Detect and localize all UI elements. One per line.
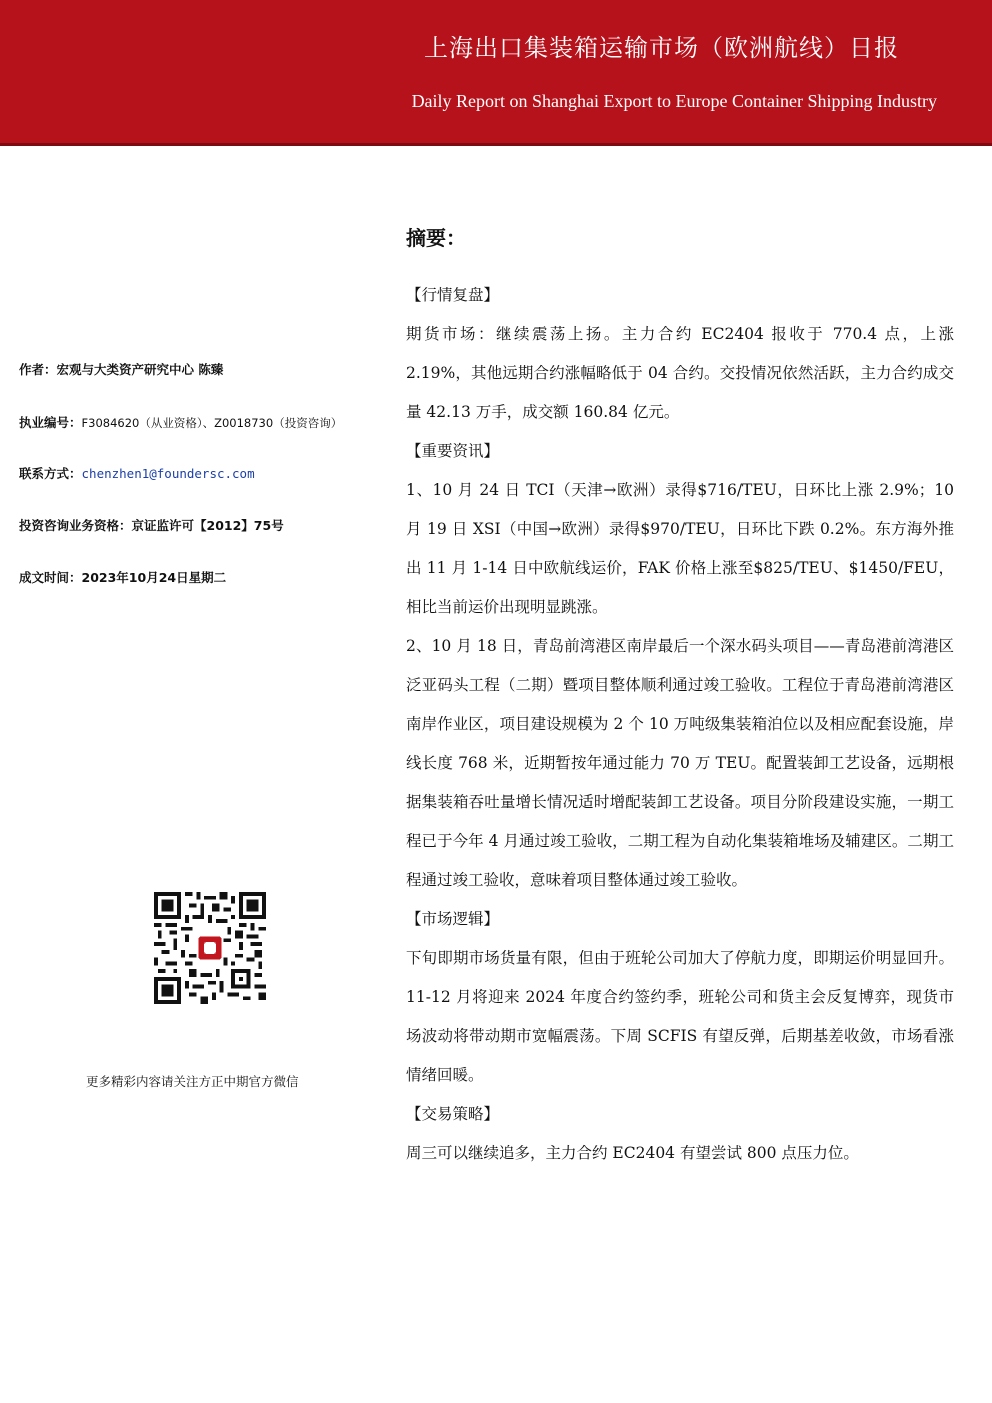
abstract-title: 摘要： — [406, 226, 466, 250]
contact-label: 联系方式： — [19, 466, 82, 481]
paragraph-market-logic: 下旬即期市场货量有限，但由于班轮公司加大了停航力度，即期运价明显回升。11-12 月将迎来 2024 年度合约签约季，班轮公司和货主会反复博弈，现货市场波动将带动期市宽幅震荡。下周 SCFIS 有望反弹，后期基差收敛，市场看涨情绪回暖。 — [406, 949, 954, 1084]
qr-caption: 更多精彩内容请关注方正中期官方微信 — [86, 1074, 299, 1089]
contact-line — [19, 464, 255, 482]
author-label: 作者： — [19, 362, 57, 377]
report-title: 上海出口集装箱运输市场（欧洲航线）日报 — [424, 34, 899, 62]
author-line — [19, 360, 223, 378]
date-value: 2023年10月24日星期二 — [81, 570, 227, 585]
author-value: 宏观与大类资产研究中心 陈臻 — [56, 362, 224, 377]
paragraph-news-1: 1、10 月 24 日 TCI（天津→欧洲）录得$716/TEU，日环比上涨 2.9%；10 月 19 日 XSI（中国→欧洲）录得$970/TEU，日环比下跌 0.2%。东方海外推出 11 月 1-14 日中欧航线运价，FAK 价格上涨至$825/TEU、$1450/FEU，相比当前运价出现明显跳涨。 — [406, 481, 954, 616]
section-heading-news: 【重要资讯】 — [406, 442, 500, 460]
report-header — [0, 0, 992, 146]
section-heading-strategy: 【交易策略】 — [406, 1105, 500, 1123]
paragraph-market-review: 期货市场：继续震荡上扬。主力合约 EC2404 报收于 770.4 点，上涨 2.19%，其他远期合约涨幅略低于 04 合约。交投情况依然活跃，主力合约成交量 42.13 万手，成交额 160.84 亿元。 — [406, 325, 954, 421]
qualification-line — [19, 516, 284, 534]
abstract-content — [406, 222, 954, 1173]
section-heading-market-logic: 【市场逻辑】 — [406, 910, 500, 928]
license-label: 执业编号： — [19, 415, 82, 430]
contact-email-link[interactable]: chenzhen1@foundersc.com — [81, 466, 255, 481]
section-heading-market-review: 【行情复盘】 — [406, 286, 500, 304]
date-label: 成文时间： — [19, 570, 82, 585]
date-line — [19, 568, 226, 586]
qr-code-icon — [154, 892, 266, 1004]
qualification-value: 京证监许可【2012】75号 — [131, 518, 284, 533]
report-subtitle: Daily Report on Shanghai Export to Europe Container Shipping Industry — [411, 91, 937, 111]
license-value: F3084620（从业资格）、Z0018730（投资咨询） — [81, 416, 343, 430]
qualification-label: 投资咨询业务资格： — [19, 518, 132, 533]
license-line — [19, 413, 342, 431]
paragraph-news-2: 2、10 月 18 日，青岛前湾港区南岸最后一个深水码头项目——青岛港前湾港区泛亚码头工程（二期）暨项目整体顺利通过竣工验收。工程位于青岛港前湾港区南岸作业区，项目建设规模为 2 个 10 万吨级集装箱泊位以及相应配套设施，岸线长度 768 米，近期暂按年通过能力 70 万 TEU。配置装卸工艺设备，远期根据集装箱吞吐量增长情况适时增配装卸工艺设备。项目分阶段建设实施，一期工程已于今年 4 月通过竣工验收，二期工程为自动化集装箱堆场及辅建区。二期工程通过竣工验收，意味着项目整体通过竣工验收。 — [406, 637, 954, 889]
paragraph-strategy: 周三可以继续追多，主力合约 EC2404 有望尝试 800 点压力位。 — [406, 1144, 859, 1162]
